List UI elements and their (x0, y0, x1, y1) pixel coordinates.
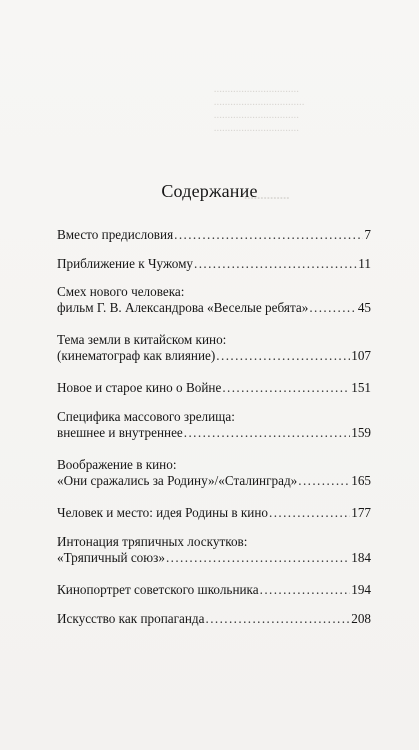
dot-leader (174, 227, 363, 243)
toc-entry-line (57, 227, 371, 243)
toc-entry-subtitle: фильм Г. В. Александрова «Веселые ребята» (57, 300, 309, 315)
toc-entry-line (57, 505, 371, 521)
toc-page-number: 159 (351, 425, 371, 440)
toc-entry (57, 534, 371, 566)
toc-entry (57, 332, 371, 364)
toc-entry (57, 284, 371, 316)
toc-entry-title: Искусство как пропаганда (57, 611, 205, 626)
toc-entry-title: Тема земли в китайском кино: (57, 332, 227, 347)
toc-entry-line (57, 256, 371, 272)
toc-page-number: 11 (358, 256, 371, 271)
toc-entry (57, 256, 371, 272)
toc-entry-subtitle: «Тряпичный союз» (57, 550, 165, 565)
toc-entry (57, 409, 371, 441)
toc-entry-title: Смех нового человека: (57, 284, 185, 299)
toc-entry-title: Человек и место: идея Родины в кино (57, 505, 269, 520)
toc-entry-line (57, 425, 371, 441)
toc-page-number: 165 (351, 473, 371, 488)
toc-entry-title: Кинопортрет советского школьника (57, 582, 259, 597)
toc-page-number: 184 (351, 550, 371, 565)
dot-leader (260, 582, 351, 598)
dot-leader (194, 256, 357, 272)
toc-entry-line (57, 348, 371, 364)
toc-entry (57, 611, 371, 627)
toc-page-number: 151 (351, 380, 371, 395)
toc-entry-title: Новое и старое кино о Войне (57, 380, 222, 395)
page-title: Содержание (161, 181, 258, 201)
toc-entry-subtitle: «Они сражались за Родину»/«Сталинград» (57, 473, 298, 488)
toc-entry-title: Воображение в кино: (57, 457, 177, 472)
toc-entry (57, 227, 371, 243)
toc-entry-title: Приближение к Чужому (57, 256, 194, 271)
dot-leader (184, 425, 350, 441)
toc-page-number: 7 (364, 227, 371, 242)
toc-page-number: 177 (351, 505, 371, 520)
toc-entry (57, 457, 371, 489)
toc-page-number: 208 (351, 611, 371, 626)
toc-page-number: 194 (351, 582, 371, 597)
dot-leader (269, 505, 350, 521)
toc-entry-line (57, 582, 371, 598)
toc-entry-line (57, 550, 371, 566)
toc-page-number: 45 (357, 300, 371, 315)
toc-entry-line (57, 611, 371, 627)
toc-entry-title: Специфика массового зрелища: (57, 409, 235, 424)
dot-leader (298, 473, 350, 489)
bleed-through-text: ............................... ................................. ............................... ............................... (214, 83, 305, 134)
toc-entry (57, 582, 371, 598)
toc-entry (57, 505, 371, 521)
dot-leader (166, 550, 350, 566)
dot-leader (309, 300, 356, 316)
dot-leader (216, 348, 350, 364)
dot-leader (222, 380, 350, 396)
toc-page-number: 107 (351, 348, 371, 363)
toc-entry-line (57, 380, 371, 396)
toc-entry (57, 380, 371, 396)
toc-entry-subtitle: внешнее и внутреннее (57, 425, 183, 440)
toc-entry-title: Вместо предисловия (57, 227, 174, 242)
toc-entry-title: Интонация тряпичных лоскутков: (57, 534, 248, 549)
bleed-through-heading: .............. (244, 187, 290, 202)
toc-entry-line (57, 300, 371, 316)
dot-leader (206, 611, 351, 627)
toc-entry-subtitle: (кинематограф как влияние) (57, 348, 216, 363)
toc-entry-line (57, 473, 371, 489)
